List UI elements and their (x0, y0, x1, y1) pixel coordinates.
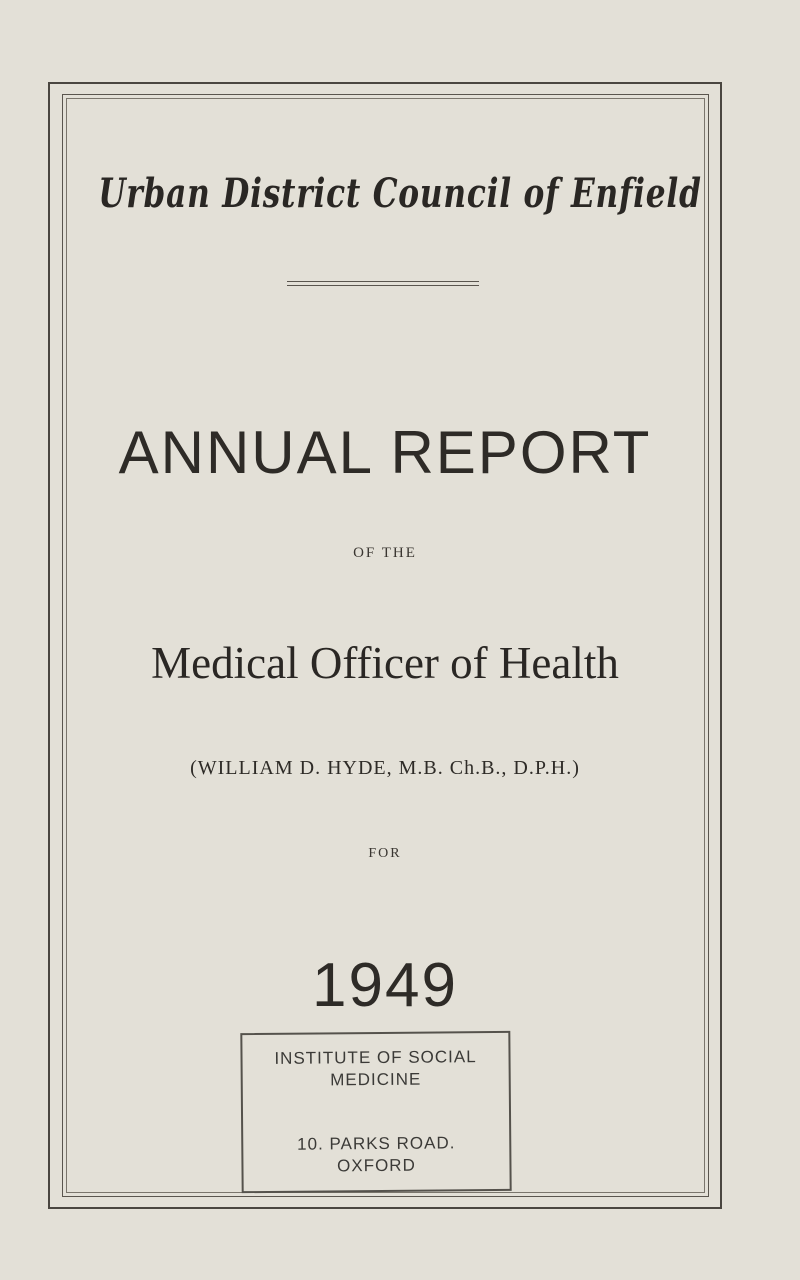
stamp-line-1: INSTITUTE OF SOCIAL (274, 1047, 477, 1068)
of-the-label: OF THE (353, 545, 417, 561)
report-subtitle: Medical Officer of Health (151, 638, 619, 688)
library-stamp (240, 1031, 511, 1193)
for-label: FOR (368, 846, 402, 861)
divider-rule (287, 281, 479, 286)
stamp-line-3: 10. PARKS ROAD. (297, 1133, 456, 1154)
officer-name: (WILLIAM D. HYDE, M.B. Ch.B., D.P.H.) (190, 757, 580, 779)
stamp-line-4: OXFORD (337, 1155, 416, 1176)
council-name: Urban District Council of Enfield (98, 170, 702, 217)
report-year: 1949 (312, 951, 458, 1020)
report-title: ANNUAL REPORT (118, 419, 652, 486)
stamp-line-2: MEDICINE (330, 1069, 422, 1090)
